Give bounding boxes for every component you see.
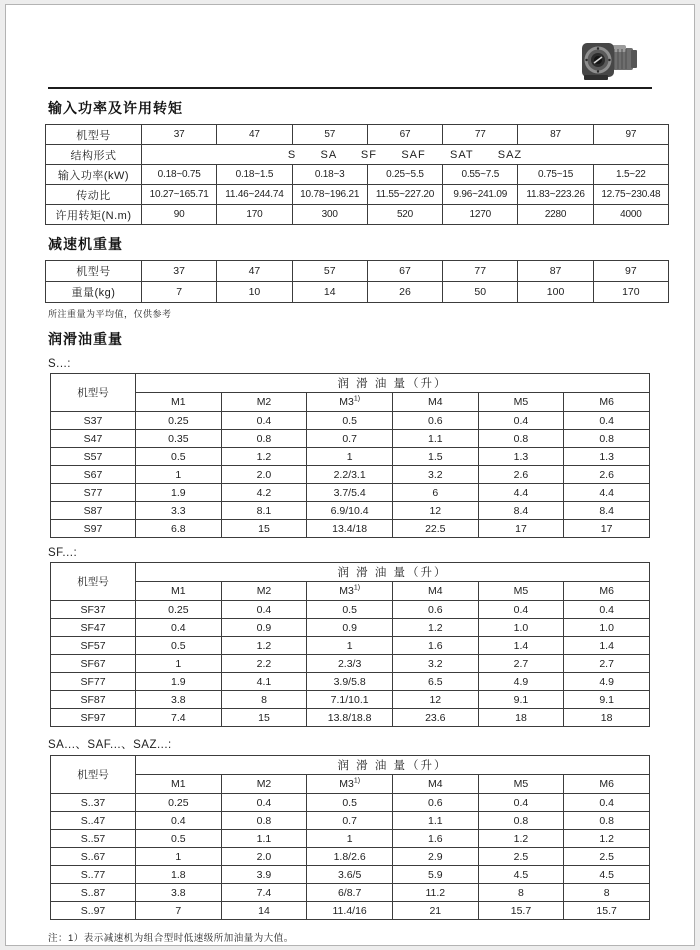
table-cell: 0.6 xyxy=(392,794,478,812)
model-cell: SF57 xyxy=(51,637,136,655)
table-cell: 1.6 xyxy=(392,637,478,655)
table-cell: 87 xyxy=(518,261,593,282)
table-cell: 1 xyxy=(136,466,222,484)
table-cell: 6.9/10.4 xyxy=(307,502,393,520)
table-row xyxy=(46,261,669,282)
table-cell: 1.5 xyxy=(392,448,478,466)
table-row xyxy=(46,165,669,185)
table-cell: 2.6 xyxy=(478,466,564,484)
gearmotor-photo xyxy=(580,37,642,85)
table-cell: 57 xyxy=(292,261,367,282)
table-cell: 2.0 xyxy=(221,848,307,866)
table-cell: 11.55~227.20 xyxy=(367,185,442,205)
column-header-label: M1 xyxy=(171,396,186,408)
table-cell: 11.4/16 xyxy=(307,902,393,920)
table-cell: 4.1 xyxy=(221,673,307,691)
table-cell: 7.1/10.1 xyxy=(307,691,393,709)
table-cell: 67 xyxy=(367,261,442,282)
column-header xyxy=(221,393,307,412)
table-cell: 2.6 xyxy=(564,466,650,484)
table-cell: 1.2 xyxy=(221,637,307,655)
table-cell: 14 xyxy=(292,282,367,303)
table-cell: 4.2 xyxy=(221,484,307,502)
table-cell: 12 xyxy=(392,502,478,520)
column-header-label: M2 xyxy=(256,396,272,408)
column-header-label: M2 xyxy=(256,585,272,597)
table-cell: 8.1 xyxy=(221,502,307,520)
model-cell: S97 xyxy=(51,520,136,538)
column-header xyxy=(392,393,478,412)
table-cell: 1.6 xyxy=(392,830,478,848)
table-cell: 0.5 xyxy=(136,448,222,466)
table-row xyxy=(51,812,650,830)
table-row xyxy=(51,430,650,448)
column-header xyxy=(221,582,307,601)
table-row xyxy=(51,637,650,655)
table-cell: 1.0 xyxy=(478,619,564,637)
table-row xyxy=(51,866,650,884)
table-cell: 1.5~22 xyxy=(593,165,668,185)
table-cell: 4000 xyxy=(593,205,668,225)
row-label: 重量(kg) xyxy=(46,282,142,303)
table-cell: 0.4 xyxy=(564,412,650,430)
table-row xyxy=(51,374,650,393)
table-cell: 1.4 xyxy=(564,637,650,655)
table-cell: 0.8 xyxy=(221,812,307,830)
table-cell: 2.3/3 xyxy=(307,655,393,673)
table-cell: 3.3 xyxy=(136,502,222,520)
table-row xyxy=(51,466,650,484)
column-header-label: M1 xyxy=(171,778,186,790)
table-cell: 8 xyxy=(478,884,564,902)
table-row xyxy=(51,412,650,430)
column-header-label: M5 xyxy=(513,585,529,597)
table-row xyxy=(51,884,650,902)
table-cell: 26 xyxy=(367,282,442,303)
column-header-label: M6 xyxy=(599,585,614,597)
table-cell: 21 xyxy=(392,902,478,920)
table-cell: 3.7/5.4 xyxy=(307,484,393,502)
table-cell: 4.9 xyxy=(564,673,650,691)
table-row xyxy=(51,756,650,775)
row-label: 输入功率(kW) xyxy=(46,165,142,185)
table-cell: 0.5 xyxy=(136,637,222,655)
table-row xyxy=(51,848,650,866)
table-cell: 0.25 xyxy=(136,412,222,430)
table-cell: 17 xyxy=(478,520,564,538)
table-cell: 3.8 xyxy=(136,691,222,709)
table-cell: 0.4 xyxy=(478,412,564,430)
model-cell: S..77 xyxy=(51,866,136,884)
table-cell: 0.55~7.5 xyxy=(443,165,518,185)
series-label-s: S...: xyxy=(48,358,71,370)
table-cell: 0.4 xyxy=(221,601,307,619)
table-cell: 3.2 xyxy=(392,655,478,673)
table-cell: 7 xyxy=(142,282,217,303)
model-cell: S..47 xyxy=(51,812,136,830)
column-header xyxy=(478,775,564,794)
table-row xyxy=(46,282,669,303)
lube-table-s xyxy=(50,373,650,538)
table-cell: 0.35 xyxy=(136,430,222,448)
table-cell: 10 xyxy=(217,282,292,303)
table-row xyxy=(51,775,650,794)
column-header xyxy=(307,582,393,601)
table-cell: 22.5 xyxy=(392,520,478,538)
table-cell: 3.8 xyxy=(136,884,222,902)
table-cell: 4.5 xyxy=(478,866,564,884)
table-row xyxy=(51,619,650,637)
table-cell: 37 xyxy=(142,125,217,145)
table-cell: 18 xyxy=(564,709,650,727)
table-cell: 1.9 xyxy=(136,484,222,502)
table-cell: 2.9 xyxy=(392,848,478,866)
table-cell: 12 xyxy=(392,691,478,709)
table-cell: 15 xyxy=(221,709,307,727)
table-row xyxy=(51,520,650,538)
table-cell: 23.6 xyxy=(392,709,478,727)
table-cell: 13.4/18 xyxy=(307,520,393,538)
table-cell: 4.4 xyxy=(564,484,650,502)
column-header xyxy=(307,393,393,412)
model-cell: SF77 xyxy=(51,673,136,691)
model-cell: S..67 xyxy=(51,848,136,866)
column-header xyxy=(392,582,478,601)
table-cell: 1.8 xyxy=(136,866,222,884)
table-cell: 1.2 xyxy=(564,830,650,848)
table-row xyxy=(46,205,669,225)
model-column-header: 机型号 xyxy=(51,374,136,412)
page-header xyxy=(6,5,694,89)
column-header xyxy=(307,775,393,794)
table-cell: 1 xyxy=(307,830,393,848)
table-cell: 0.4 xyxy=(564,794,650,812)
table-cell: 1 xyxy=(136,848,222,866)
table-row xyxy=(51,830,650,848)
table-cell: 50 xyxy=(443,282,518,303)
table-cell: 0.4 xyxy=(478,601,564,619)
table-cell: 6.8 xyxy=(136,520,222,538)
header-rule xyxy=(48,87,652,89)
model-cell: SF67 xyxy=(51,655,136,673)
model-cell: S..57 xyxy=(51,830,136,848)
table-cell: 520 xyxy=(367,205,442,225)
model-cell: S..87 xyxy=(51,884,136,902)
table-cell: 10.78~196.21 xyxy=(292,185,367,205)
table-cell: 77 xyxy=(443,125,518,145)
column-header xyxy=(136,775,222,794)
page-footnote: 注：1）表示减速机为组合型时低速级所加油量为大值。 xyxy=(48,933,294,944)
table-cell: 1 xyxy=(307,637,393,655)
table-cell: 1.2 xyxy=(478,830,564,848)
table-cell: 0.25~5.5 xyxy=(367,165,442,185)
table-row xyxy=(51,563,650,582)
table-cell: 0.18~3 xyxy=(292,165,367,185)
column-header xyxy=(478,393,564,412)
table-cell: 3.6/5 xyxy=(307,866,393,884)
table-cell: 9.96~241.09 xyxy=(443,185,518,205)
table-cell: 0.8 xyxy=(478,812,564,830)
table-cell: 4.4 xyxy=(478,484,564,502)
table-cell: 2280 xyxy=(518,205,593,225)
table-cell: 0.9 xyxy=(221,619,307,637)
section-title-lube-oil-weight: 润滑油重量 xyxy=(48,331,123,347)
table-cell: 9.1 xyxy=(564,691,650,709)
table-cell: 0.9 xyxy=(307,619,393,637)
table-cell: 6/8.7 xyxy=(307,884,393,902)
table-cell: 0.7 xyxy=(307,812,393,830)
column-header xyxy=(564,775,650,794)
weight-note: 所注重量为平均值，仅供参考 xyxy=(48,309,172,319)
table-cell: 0.8 xyxy=(221,430,307,448)
table-cell: 1.3 xyxy=(564,448,650,466)
table-cell: 0.75~15 xyxy=(518,165,593,185)
table-cell: 0.4 xyxy=(478,794,564,812)
model-cell: S57 xyxy=(51,448,136,466)
model-cell: S37 xyxy=(51,412,136,430)
table-cell: 0.4 xyxy=(221,794,307,812)
footnote-marker: 1) xyxy=(353,395,361,403)
column-header-label: M2 xyxy=(256,778,272,790)
model-column-header: 机型号 xyxy=(51,756,136,794)
model-cell: SF97 xyxy=(51,709,136,727)
table-cell: 0.5 xyxy=(136,830,222,848)
table-cell: 0.6 xyxy=(392,412,478,430)
table-cell: 1.3 xyxy=(478,448,564,466)
table-row xyxy=(46,185,669,205)
footnote-marker: 1) xyxy=(353,777,361,785)
column-header-label: M6 xyxy=(599,396,614,408)
column-header xyxy=(136,393,222,412)
column-header xyxy=(564,393,650,412)
column-header-label: M3 xyxy=(339,396,354,408)
table-cell: 1 xyxy=(307,448,393,466)
model-cell: S77 xyxy=(51,484,136,502)
column-header xyxy=(564,582,650,601)
table-cell: 100 xyxy=(518,282,593,303)
table-cell: 3.2 xyxy=(392,466,478,484)
row-label: 传动比 xyxy=(46,185,142,205)
table-cell: 11.46~244.74 xyxy=(217,185,292,205)
row-label: 机型号 xyxy=(46,125,142,145)
column-header-label: M6 xyxy=(599,778,614,790)
table-cell: 10.27~165.71 xyxy=(142,185,217,205)
table-cell: 1.0 xyxy=(564,619,650,637)
table-cell: 1.1 xyxy=(392,430,478,448)
table-cell: 1.4 xyxy=(478,637,564,655)
table-cell: 2.5 xyxy=(564,848,650,866)
table-cell: 8 xyxy=(564,884,650,902)
table-cell: 0.4 xyxy=(136,619,222,637)
model-cell: S67 xyxy=(51,466,136,484)
table-cell: 13.8/18.8 xyxy=(307,709,393,727)
table-row xyxy=(51,448,650,466)
table-cell: 0.4 xyxy=(136,812,222,830)
table-cell: 0.8 xyxy=(478,430,564,448)
table-cell: 170 xyxy=(593,282,668,303)
series-label-sa-saf-saz: SA...、SAF...、SAZ...: xyxy=(48,739,172,751)
table-row xyxy=(51,502,650,520)
table-cell: 77 xyxy=(443,261,518,282)
table-row xyxy=(51,655,650,673)
column-header xyxy=(221,775,307,794)
table-cell: 97 xyxy=(593,125,668,145)
model-column-header: 机型号 xyxy=(51,563,136,601)
table-row xyxy=(51,902,650,920)
table-cell: 2.5 xyxy=(478,848,564,866)
table-cell: 4.9 xyxy=(478,673,564,691)
column-header-label: M5 xyxy=(513,778,529,790)
table-cell: 2.7 xyxy=(478,655,564,673)
section-title-input-power: 输入功率及许用转矩 xyxy=(48,100,183,116)
table-cell: 47 xyxy=(217,125,292,145)
table-row xyxy=(51,709,650,727)
table-cell: 0.5 xyxy=(307,601,393,619)
table-cell: 7.4 xyxy=(221,884,307,902)
table-cell: 1.1 xyxy=(392,812,478,830)
table-cell: 90 xyxy=(142,205,217,225)
table-cell: 0.25 xyxy=(136,794,222,812)
table-cell: 14 xyxy=(221,902,307,920)
table-cell: 1.9 xyxy=(136,673,222,691)
footnote-marker: 1) xyxy=(353,584,361,592)
table-cell: 0.7 xyxy=(307,430,393,448)
table-cell: 11.83~223.26 xyxy=(518,185,593,205)
table-cell: 0.8 xyxy=(564,430,650,448)
merged-cell: S SA SF SAF SAT SAZ xyxy=(142,145,669,165)
column-header-label: M1 xyxy=(171,585,186,597)
table-cell: 12.75~230.48 xyxy=(593,185,668,205)
table-cell: 3.9/5.8 xyxy=(307,673,393,691)
column-header-label: M3 xyxy=(339,585,354,597)
table-cell: 5.9 xyxy=(392,866,478,884)
table-row xyxy=(51,582,650,601)
table-cell: 47 xyxy=(217,261,292,282)
table-cell: 97 xyxy=(593,261,668,282)
row-label: 结构形式 xyxy=(46,145,142,165)
table-cell: 17 xyxy=(564,520,650,538)
table-cell: 67 xyxy=(367,125,442,145)
table-row xyxy=(51,691,650,709)
table-cell: 1.2 xyxy=(392,619,478,637)
table-cell: 57 xyxy=(292,125,367,145)
table-cell: 15 xyxy=(221,520,307,538)
table-cell: 37 xyxy=(142,261,217,282)
table-cell: 1270 xyxy=(443,205,518,225)
column-header-label: M3 xyxy=(339,778,354,790)
column-header-label: M4 xyxy=(428,585,443,597)
input-power-torque-table xyxy=(45,124,669,225)
series-label-sf: SF...: xyxy=(48,547,78,559)
table-cell: 0.4 xyxy=(564,601,650,619)
table-cell: 7 xyxy=(136,902,222,920)
table-cell: 2.2/3.1 xyxy=(307,466,393,484)
page xyxy=(5,4,695,946)
section-title-reducer-weight: 减速机重量 xyxy=(48,236,123,252)
table-cell: 87 xyxy=(518,125,593,145)
table-cell: 6.5 xyxy=(392,673,478,691)
table-cell: 11.2 xyxy=(392,884,478,902)
table-row xyxy=(46,145,669,165)
table-row xyxy=(51,673,650,691)
table-cell: 1.8/2.6 xyxy=(307,848,393,866)
table-row xyxy=(51,484,650,502)
table-row xyxy=(46,125,669,145)
table-cell: 0.5 xyxy=(307,412,393,430)
table-cell: 0.18~0.75 xyxy=(142,165,217,185)
table-cell: 1.1 xyxy=(221,830,307,848)
table-cell: 0.5 xyxy=(307,794,393,812)
table-cell: 6 xyxy=(392,484,478,502)
column-header-label: M5 xyxy=(513,396,529,408)
table-cell: 1.2 xyxy=(221,448,307,466)
lube-table-sa-saf-saz xyxy=(50,755,650,920)
table-cell: 170 xyxy=(217,205,292,225)
table-cell: 4.5 xyxy=(564,866,650,884)
table-cell: 2.0 xyxy=(221,466,307,484)
model-cell: SF47 xyxy=(51,619,136,637)
column-header xyxy=(136,582,222,601)
table-cell: 8.4 xyxy=(564,502,650,520)
table-cell: 0.8 xyxy=(564,812,650,830)
row-label: 许用转矩(N.m) xyxy=(46,205,142,225)
table-cell: 7.4 xyxy=(136,709,222,727)
model-cell: S..37 xyxy=(51,794,136,812)
group-column-header: 润 滑 油 量（升） xyxy=(136,563,650,582)
group-column-header: 润 滑 油 量（升） xyxy=(136,756,650,775)
group-column-header: 润 滑 油 量（升） xyxy=(136,374,650,393)
table-cell: 15.7 xyxy=(478,902,564,920)
table-row xyxy=(51,393,650,412)
table-cell: 0.25 xyxy=(136,601,222,619)
table-cell: 8 xyxy=(221,691,307,709)
model-cell: S..97 xyxy=(51,902,136,920)
reducer-weight-table xyxy=(45,260,669,303)
table-cell: 0.4 xyxy=(221,412,307,430)
table-cell: 2.2 xyxy=(221,655,307,673)
model-cell: SF37 xyxy=(51,601,136,619)
table-cell: 300 xyxy=(292,205,367,225)
table-cell: 1 xyxy=(136,655,222,673)
table-cell: 18 xyxy=(478,709,564,727)
table-cell: 0.18~1.5 xyxy=(217,165,292,185)
table-cell: 3.9 xyxy=(221,866,307,884)
table-cell: 8.4 xyxy=(478,502,564,520)
column-header xyxy=(478,582,564,601)
model-cell: S47 xyxy=(51,430,136,448)
table-row xyxy=(51,794,650,812)
table-cell: 2.7 xyxy=(564,655,650,673)
column-header-label: M4 xyxy=(428,396,443,408)
table-cell: 15.7 xyxy=(564,902,650,920)
lube-table-sf xyxy=(50,562,650,727)
table-cell: 0.6 xyxy=(392,601,478,619)
model-cell: S87 xyxy=(51,502,136,520)
table-cell: 9.1 xyxy=(478,691,564,709)
row-label: 机型号 xyxy=(46,261,142,282)
table-row xyxy=(51,601,650,619)
model-cell: SF87 xyxy=(51,691,136,709)
column-header xyxy=(392,775,478,794)
column-header-label: M4 xyxy=(428,778,443,790)
